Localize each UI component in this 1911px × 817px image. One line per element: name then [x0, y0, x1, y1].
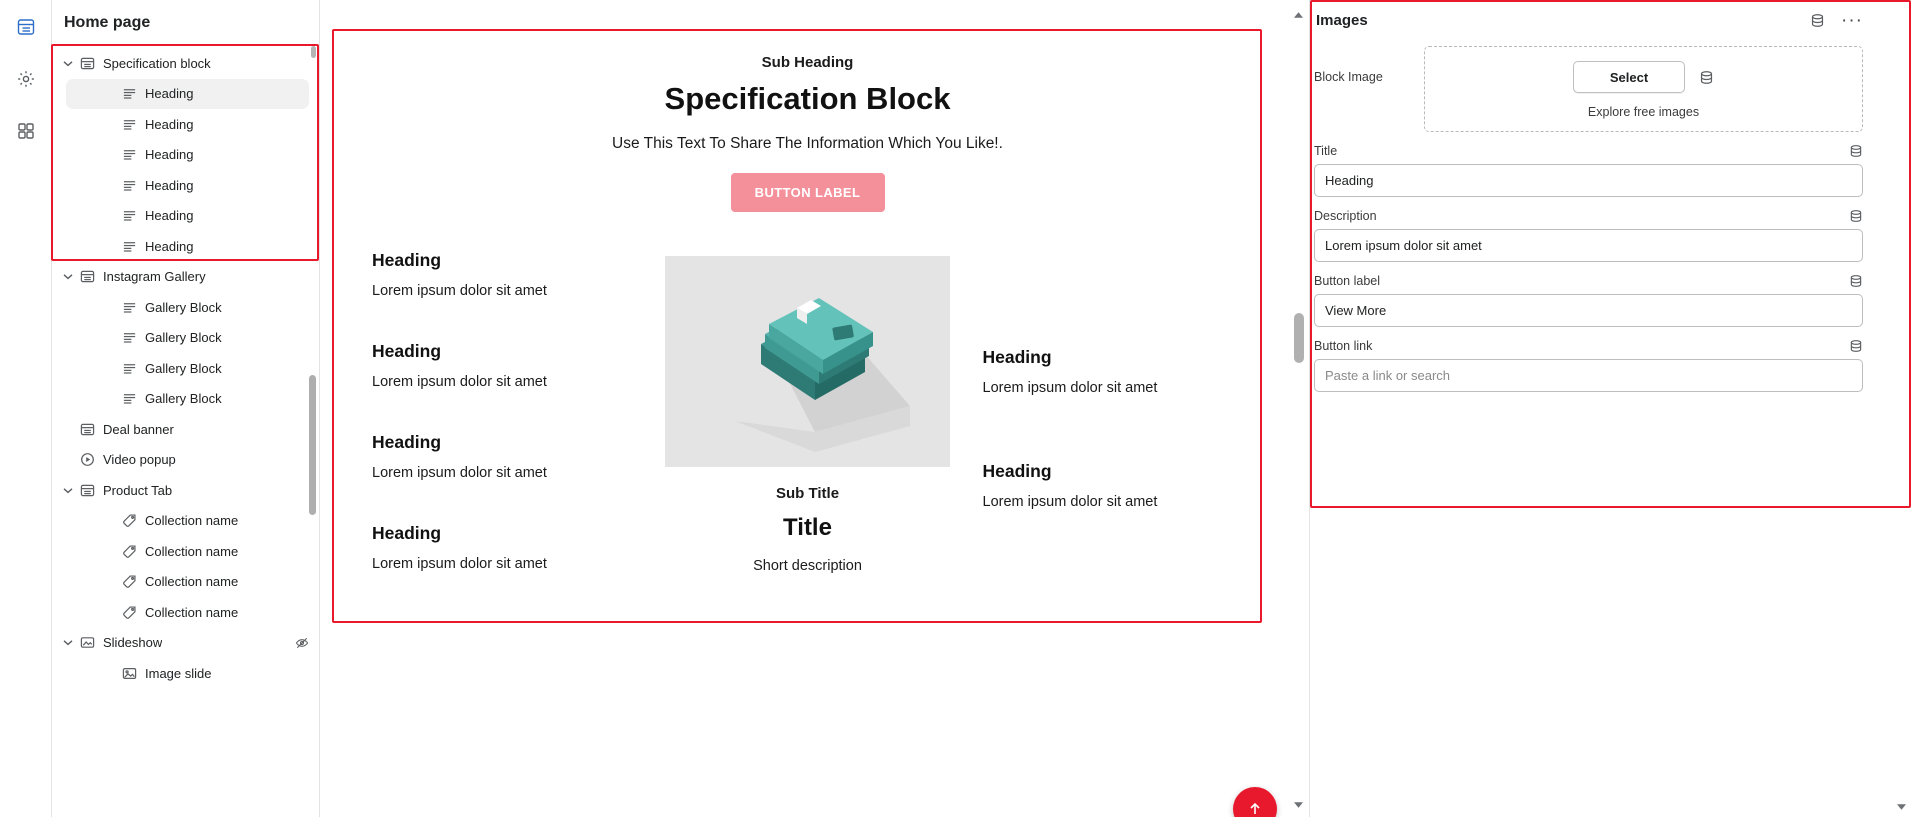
caret-spacer — [60, 604, 76, 620]
title-field-label: Title — [1314, 144, 1338, 158]
settings-scroll-down-arrow[interactable] — [1897, 802, 1906, 813]
tree-item-label: Heading — [145, 177, 194, 193]
blocks-tree[interactable] — [52, 46, 319, 817]
settings-fields — [1310, 132, 1885, 392]
tree-item-label: Specification block — [103, 55, 211, 71]
tree-item-label: Video popup — [103, 452, 176, 468]
tree-item-heading[interactable] — [52, 201, 319, 232]
block-lines-icon — [120, 298, 138, 316]
feature-text: Lorem ipsum dolor sit amet — [982, 380, 1158, 396]
block-image-label: Block Image — [1314, 70, 1383, 84]
left-panel-scrollbar-top[interactable] — [311, 46, 316, 58]
tree-item-video-popup[interactable] — [52, 445, 319, 476]
caret-spacer — [60, 574, 76, 590]
caret-spacer — [60, 177, 76, 193]
block-image-dynamic-source-icon[interactable] — [1699, 70, 1714, 85]
tree-item-label: Gallery Block — [145, 299, 222, 315]
chevron-down-icon[interactable] — [60, 635, 76, 651]
tree-item-label: Collection name — [145, 604, 239, 620]
feature-heading: Heading — [372, 341, 442, 361]
tree-item-instagram-gallery[interactable] — [52, 262, 319, 293]
section-icon — [78, 481, 96, 499]
preview-description: Use This Text To Share The Information Which You Like!. — [612, 135, 1003, 152]
slideshow-icon — [78, 634, 96, 652]
description-field-group — [1310, 197, 1885, 262]
title-field-group — [1310, 132, 1885, 197]
description-field-label: Description — [1314, 209, 1377, 223]
caret-spacer — [60, 360, 76, 376]
caret-spacer — [74, 86, 90, 102]
field-label-row — [1314, 144, 1863, 158]
settings-panel-title: Images — [1316, 11, 1368, 29]
feature-heading: Heading — [982, 347, 1052, 367]
feature-grid — [372, 250, 1243, 614]
tree-item-heading[interactable] — [66, 79, 309, 110]
tree-item-collection-name[interactable] — [52, 536, 319, 567]
feature-heading: Heading — [372, 250, 442, 270]
tree-item-label: Instagram Gallery — [103, 269, 206, 285]
block-lines-icon — [120, 207, 138, 225]
collection-icon — [120, 603, 138, 621]
tree-item-collection-name[interactable] — [52, 597, 319, 628]
dynamic-source-icon[interactable] — [1810, 13, 1825, 28]
preview-scrollbar-thumb[interactable] — [1294, 313, 1304, 363]
video-popup-icon — [78, 451, 96, 469]
button-label-field-group — [1310, 262, 1885, 327]
tree-item-label: Gallery Block — [145, 360, 222, 376]
apps-grid-icon[interactable] — [9, 114, 43, 148]
caret-spacer — [60, 513, 76, 529]
collection-icon — [120, 542, 138, 560]
settings-panel — [1310, 0, 1911, 817]
button-label-field-dynamic-source-icon[interactable] — [1849, 274, 1863, 288]
book-illustration-icon — [665, 256, 950, 467]
media-column — [663, 250, 953, 614]
select-image-button[interactable]: Select — [1573, 61, 1685, 93]
media-caption — [663, 485, 953, 574]
button-label-field-label: Button label — [1314, 274, 1381, 288]
caret-spacer — [60, 208, 76, 224]
feature-item[interactable] — [372, 432, 633, 481]
block-image-placeholder[interactable] — [665, 256, 950, 467]
section-icon — [78, 268, 96, 286]
feature-item[interactable] — [372, 250, 633, 299]
left-panel — [52, 0, 320, 817]
chevron-down-icon[interactable] — [60, 482, 76, 498]
button-link-field-group — [1310, 327, 1885, 392]
preview-canvas[interactable] — [332, 10, 1283, 817]
chevron-down-icon[interactable] — [60, 269, 76, 285]
block-lines-icon — [120, 359, 138, 377]
caret-spacer — [60, 421, 76, 437]
media-title: Title — [783, 514, 832, 541]
caret-spacer — [60, 543, 76, 559]
preview-sub-heading: Sub Heading — [761, 54, 854, 71]
left-feature-column — [372, 250, 633, 614]
description-field-dynamic-source-icon[interactable] — [1849, 209, 1863, 223]
tree-item-slideshow[interactable] — [52, 628, 319, 659]
description-field[interactable] — [1314, 229, 1863, 262]
tree-item-heading[interactable] — [52, 231, 319, 262]
settings-panel-header — [1310, 0, 1885, 40]
left-panel-scrollbar-thumb[interactable] — [309, 375, 316, 515]
tree-item-heading[interactable] — [52, 109, 319, 140]
feature-heading: Heading — [982, 461, 1052, 481]
tree-item-label: Image slide — [145, 665, 212, 681]
explore-free-images-link[interactable]: Explore free images — [1587, 105, 1700, 119]
caret-spacer — [60, 147, 76, 163]
tree-item-gallery-block[interactable] — [52, 353, 319, 384]
button-label-field[interactable] — [1314, 294, 1863, 327]
tree-item-gallery-block[interactable] — [52, 323, 319, 354]
feature-text: Lorem ipsum dolor sit amet — [372, 465, 547, 481]
tree-item-heading[interactable] — [52, 140, 319, 171]
tree-item-label: Heading — [145, 238, 194, 254]
field-label-row — [1314, 209, 1863, 223]
tree-item-label: Heading — [145, 116, 194, 132]
block-lines-icon — [120, 329, 138, 347]
sections-icon[interactable] — [9, 10, 43, 44]
media-description: Short description — [753, 558, 862, 574]
feature-item[interactable] — [372, 523, 633, 572]
preview-cta-button[interactable]: BUTTON LABEL — [731, 173, 885, 212]
tree-item-collection-name[interactable] — [52, 567, 319, 598]
icon-rail — [0, 0, 52, 817]
tree-item-label: Collection name — [145, 543, 239, 559]
feature-item[interactable] — [372, 341, 633, 390]
field-label-row — [1314, 274, 1863, 288]
button-link-field[interactable] — [1314, 359, 1863, 392]
hidden-eye-icon[interactable] — [295, 636, 309, 650]
tree-item-collection-name[interactable] — [52, 506, 319, 537]
feature-text: Lorem ipsum dolor sit amet — [372, 283, 547, 299]
caret-spacer — [60, 238, 76, 254]
block-lines-icon — [120, 146, 138, 164]
caret-spacer — [60, 452, 76, 468]
tree-item-gallery-block[interactable] — [52, 292, 319, 323]
feature-heading: Heading — [372, 523, 442, 543]
feature-text: Lorem ipsum dolor sit amet — [372, 556, 547, 572]
tree-item-specification-block[interactable] — [52, 48, 319, 79]
image-slide-icon — [120, 664, 138, 682]
collection-icon — [120, 573, 138, 591]
block-lines-icon — [120, 115, 138, 133]
specification-block-preview — [332, 30, 1283, 634]
chevron-down-icon[interactable] — [60, 55, 76, 71]
right-feature-column — [983, 250, 1244, 614]
more-options-icon[interactable]: ··· — [1841, 9, 1863, 31]
block-image-dropzone[interactable] — [1424, 46, 1863, 132]
block-lines-icon — [120, 237, 138, 255]
caret-spacer — [60, 330, 76, 346]
button-link-field-dynamic-source-icon[interactable] — [1849, 339, 1863, 353]
title-field[interactable] — [1314, 164, 1863, 197]
tree-item-label: Slideshow — [103, 635, 163, 651]
tree-item-image-slide[interactable] — [52, 658, 319, 689]
media-sub-title: Sub Title — [775, 485, 840, 502]
tree-item-label: Heading — [145, 147, 194, 163]
block-lines-icon — [120, 176, 138, 194]
preview-scroll-down-arrow[interactable] — [1292, 798, 1305, 811]
tree-item-heading[interactable] — [52, 170, 319, 201]
feature-text: Lorem ipsum dolor sit amet — [372, 374, 547, 390]
feature-item[interactable] — [983, 461, 1244, 510]
tree-item-label: Gallery Block — [145, 330, 222, 346]
settings-gear-icon[interactable] — [9, 62, 43, 96]
preview-area — [320, 0, 1310, 817]
caret-spacer — [60, 391, 76, 407]
caret-spacer — [60, 116, 76, 132]
collection-icon — [120, 512, 138, 530]
caret-spacer — [60, 299, 76, 315]
preview-scroll-up-arrow[interactable] — [1292, 8, 1305, 21]
tree-item-gallery-block[interactable] — [52, 384, 319, 415]
field-label-row — [1314, 339, 1863, 353]
section-icon — [78, 54, 96, 72]
block-image-row — [1310, 40, 1885, 132]
tree-item-label: Product Tab — [103, 482, 173, 498]
button-link-field-label: Button link — [1314, 339, 1373, 353]
tree-item-product-tab[interactable] — [52, 475, 319, 506]
block-lines-icon — [120, 85, 138, 103]
tree-item-label: Gallery Block — [145, 391, 222, 407]
tree-item-deal-banner[interactable] — [52, 414, 319, 445]
title-field-dynamic-source-icon[interactable] — [1849, 144, 1863, 158]
preview-title: Specification Block — [664, 81, 951, 116]
preview-scrollbar-track[interactable] — [1294, 22, 1303, 797]
section-icon — [78, 420, 96, 438]
tree-item-label: Collection name — [145, 513, 239, 529]
tree-item-label: Deal banner — [103, 421, 174, 437]
tree-item-label: Heading — [145, 208, 194, 224]
caret-spacer — [60, 665, 76, 681]
block-lines-icon — [120, 390, 138, 408]
feature-text: Lorem ipsum dolor sit amet — [982, 494, 1158, 510]
feature-heading: Heading — [372, 432, 442, 452]
page-title: Home page — [64, 14, 151, 31]
tree-item-label: Collection name — [145, 574, 239, 590]
tree-item-label: Heading — [145, 86, 194, 102]
feature-item[interactable] — [983, 347, 1244, 396]
